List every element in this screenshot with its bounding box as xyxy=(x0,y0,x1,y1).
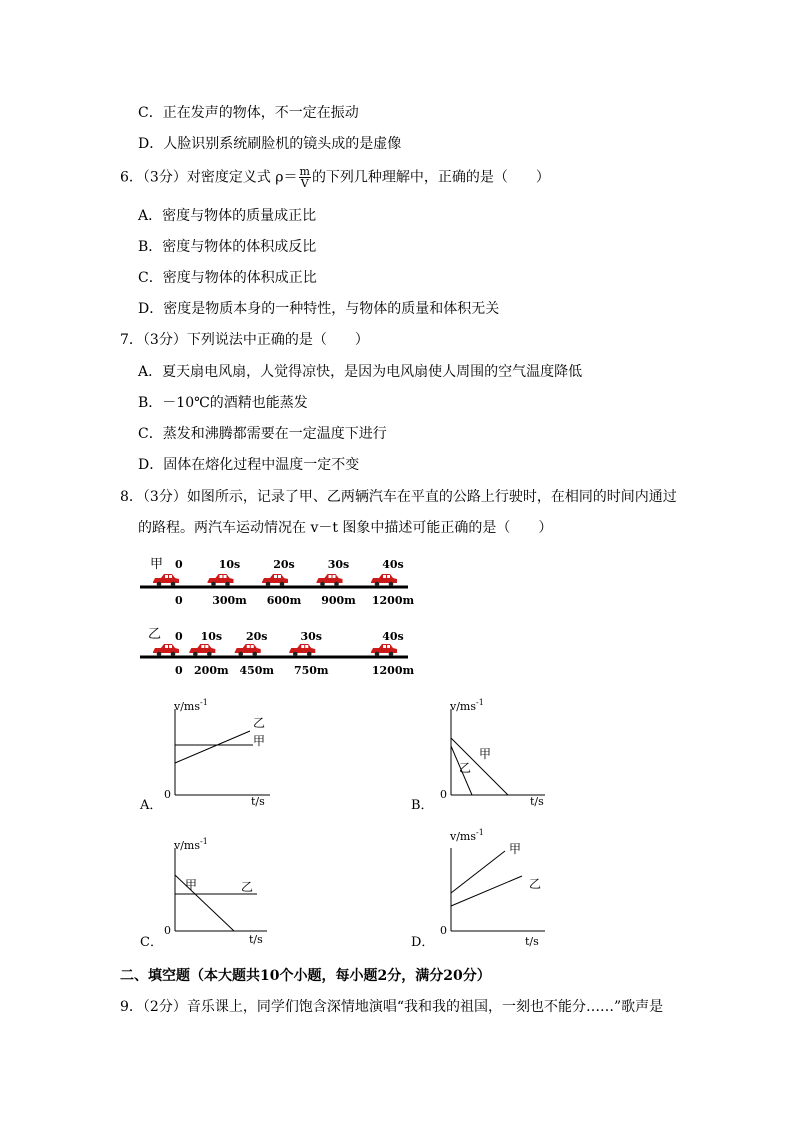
jia-time-label: 0 xyxy=(175,558,183,571)
car-icon xyxy=(235,644,261,656)
car-icon xyxy=(371,644,397,656)
graph-b xyxy=(411,698,545,813)
graph-d-ylabel: $v/ms^{-1}$ xyxy=(450,828,484,843)
graph-b-option: B． xyxy=(411,798,434,813)
yi-distance-label: 0 xyxy=(175,664,183,677)
jia-time-label: 10s xyxy=(218,558,241,571)
car-icon xyxy=(371,574,397,586)
fraction-denominator: V xyxy=(300,177,309,190)
graph-d-origin: 0 xyxy=(440,924,447,937)
car-icon xyxy=(153,644,179,656)
car-icon xyxy=(317,574,343,586)
yi-distance-label: 200m xyxy=(194,664,229,677)
car-icon xyxy=(153,574,179,586)
yi-distance-label: 450m xyxy=(239,664,275,677)
yi-time-label: 40s xyxy=(382,630,404,643)
graph-c-option: C． xyxy=(140,935,163,950)
graph-d-option: D． xyxy=(411,935,435,950)
yi-time-label: 30s xyxy=(300,630,323,643)
q6-option-c: C．密度与物体的体积成正比 xyxy=(138,270,317,286)
q8-stem-line1: 8．（3分）如图所示，记录了甲、乙两辆汽车在平直的公路上行驶时，在相同的时间内通过 xyxy=(120,489,677,505)
jia-time-label: 30s xyxy=(327,558,350,571)
q7-option-b: B．－10℃的酒精也能蒸发 xyxy=(138,395,308,411)
graph-d-xlabel: t/s xyxy=(525,935,539,948)
track-yi-label: 乙 xyxy=(148,627,162,642)
graph-d xyxy=(411,828,545,950)
graph-c-line-jia xyxy=(175,875,234,931)
jia-distance-label: 300m xyxy=(212,594,247,607)
yi-time-label: 20s xyxy=(245,630,268,643)
track-jia xyxy=(140,557,414,607)
q5-option-c: C．正在发声的物体，不一定在振动 xyxy=(138,105,359,121)
jia-distance-label: 1200m xyxy=(371,594,415,607)
q9-stem: 9．（2分）音乐课上，同学们饱含深情地演唱“我和我的祖国，一刻也不能分……”歌声是 xyxy=(120,999,664,1015)
jia-distance-label: 0 xyxy=(175,594,183,607)
q7-option-d: D．固体在熔化过程中温度一定不变 xyxy=(138,457,360,473)
car-icon xyxy=(208,574,234,586)
graph-c-label-yi: 乙 xyxy=(241,880,254,894)
graph-d-label-yi: 乙 xyxy=(529,877,542,891)
track-jia-label: 甲 xyxy=(150,557,164,572)
fraction-numerator: m xyxy=(299,165,310,178)
yi-time-label: 10s xyxy=(200,630,223,643)
jia-distance-label: 600m xyxy=(266,594,302,607)
car-icon xyxy=(189,644,215,656)
graph-a-label-yi: 乙 xyxy=(253,716,266,730)
track-yi xyxy=(140,627,414,677)
yi-distance-label: 1200m xyxy=(371,664,415,677)
section-2-heading: 二、填空题（本大题共10个小题，每小题2分，满分20分） xyxy=(120,968,491,984)
q8-stem-line2: 的路程。两汽车运动情况在 v－t 图象中描述可能正确的是（ ） xyxy=(138,520,553,536)
yi-distance-label: 750m xyxy=(293,664,329,677)
q6-option-d: D．密度是物质本身的一种特性，与物体的质量和体积无关 xyxy=(138,301,500,317)
graph-c-xlabel: t/s xyxy=(249,933,263,946)
graph-c-label-jia: 甲 xyxy=(185,878,198,892)
graph-a-origin: 0 xyxy=(164,788,171,801)
graph-a-ylabel: $v/ms^{-1}$ xyxy=(174,698,208,713)
jia-distance-label: 900m xyxy=(321,594,356,607)
q6-option-a: A．密度与物体的质量成正比 xyxy=(138,208,317,224)
graph-a-option: A． xyxy=(140,798,163,813)
yi-time-label: 0 xyxy=(175,630,183,643)
q7-option-a: A．夏天扇电风扇，人觉得凉快，是因为电风扇使人周围的空气温度降低 xyxy=(138,364,583,380)
graph-a-xlabel: t/s xyxy=(251,795,265,808)
q6-stem-pre: 6．（3分）对密度定义式 ρ＝ xyxy=(120,169,298,186)
q5-option-d: D．人脸识别系统刷脸机的镜头成的是虚像 xyxy=(138,136,402,152)
q6-option-b: B．密度与物体的体积成反比 xyxy=(138,239,317,255)
graph-a-label-jia: 甲 xyxy=(253,734,266,748)
jia-time-label: 40s xyxy=(382,558,404,571)
graph-c xyxy=(140,837,267,950)
q7-option-c: C．蒸发和沸腾都需要在一定温度下进行 xyxy=(138,426,387,442)
graph-b-origin: 0 xyxy=(440,788,447,801)
graph-b-label-yi: 乙 xyxy=(459,761,472,775)
graph-b-ylabel: $v/ms^{-1}$ xyxy=(450,698,484,713)
car-icon xyxy=(289,644,315,656)
q6-stem-post: 的下列几种理解中，正确的是（ ） xyxy=(311,169,550,186)
graph-c-origin: 0 xyxy=(164,924,171,937)
graph-b-xlabel: t/s xyxy=(530,795,544,808)
graph-d-line-yi xyxy=(451,876,522,906)
graph-b-label-jia: 甲 xyxy=(479,747,492,761)
graph-c-ylabel: $v/ms^{-1}$ xyxy=(174,837,208,852)
graph-a-line-yi xyxy=(175,731,250,763)
graph-a xyxy=(139,698,270,813)
q7-stem: 7．（3分）下列说法中正确的是（ ） xyxy=(120,332,369,348)
jia-time-label: 20s xyxy=(273,558,295,571)
car-icon xyxy=(262,574,288,586)
graph-d-label-jia: 甲 xyxy=(509,842,522,856)
